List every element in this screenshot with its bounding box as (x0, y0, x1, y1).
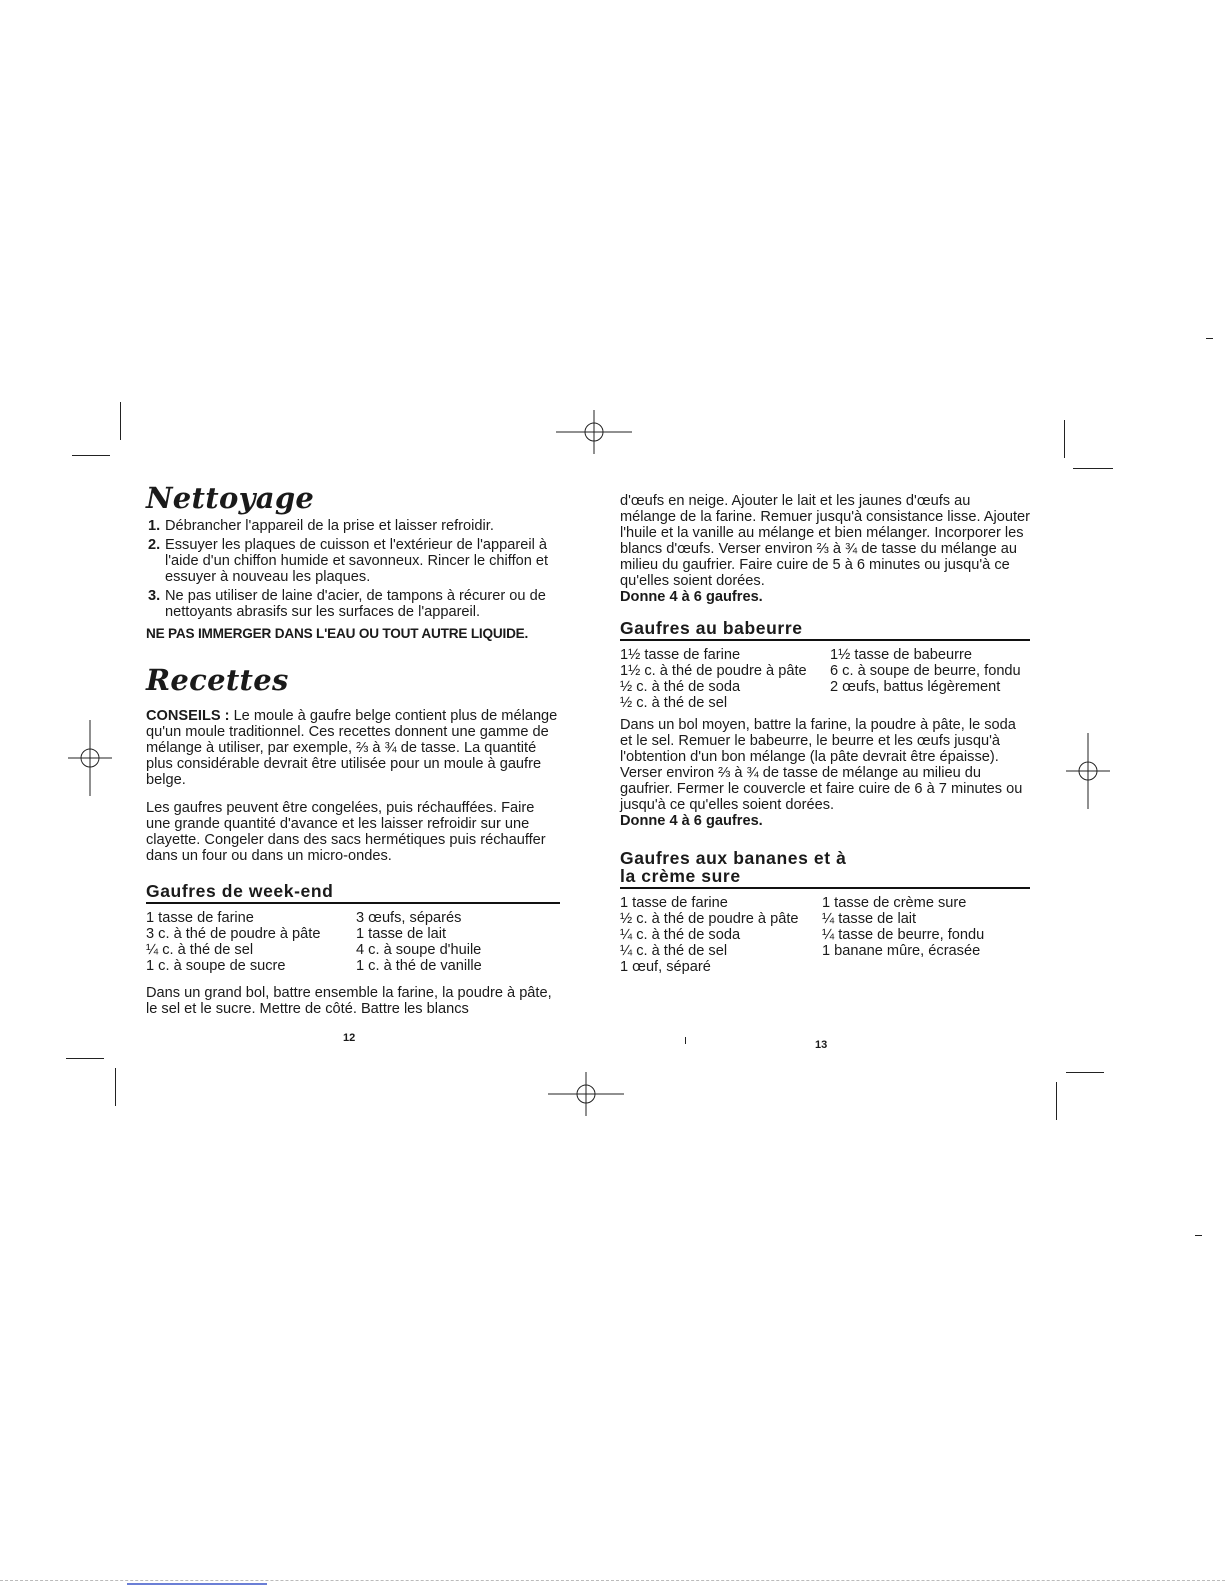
cleaning-title: Nettoyage (146, 481, 315, 515)
recipes-title: Recettes (146, 663, 289, 697)
cleaning-step: 2. Essuyer les plaques de cuisson et l'extérieur de l'appareil à l'aide d'un chiffon humide et savonneux. Rincer le chiffon et essuyer à nouveau les plaques. (148, 537, 549, 585)
ingredient: 3 œufs, séparés (356, 910, 462, 926)
cleaning-step: 1. Débrancher l'appareil de la prise et laisser refroidir. (148, 518, 494, 534)
weekend-yield: Donne 4 à 6 gaufres. (620, 589, 763, 605)
ingredient: 1 c. à thé de vanille (356, 958, 482, 974)
page-number-left: 12 (343, 1032, 356, 1044)
ingredients-column-2 (822, 895, 1030, 975)
registration-mark-icon (68, 720, 112, 796)
crop-mark (66, 1058, 104, 1059)
ingredient: ½ c. à thé de sel (620, 695, 728, 711)
ingredients-column-1 (620, 895, 822, 975)
crop-mark (1066, 1072, 1104, 1073)
buttermilk-recipe-title: Gaufres au babeurre (620, 619, 1030, 641)
cleaning-step: 3. Ne pas utiliser de laine d'acier, de tampons à récurer ou de nettoyants abrasifs sur les surfaces de l'appareil. (148, 588, 546, 620)
ingredients-column-1 (620, 647, 830, 711)
ingredient: 6 c. à soupe de beurre, fondu (830, 663, 1021, 679)
ingredients-column-2 (830, 647, 1030, 711)
registration-mark-icon (1066, 733, 1110, 809)
stray-mark (685, 1037, 686, 1044)
ingredients-column-1 (146, 910, 356, 974)
ingredient: 1 c. à soupe de sucre (146, 958, 286, 974)
ingredient: ½ c. à thé de soda (620, 679, 741, 695)
banana-ingredients (620, 895, 1030, 975)
ingredient: ¼ tasse de beurre, fondu (822, 927, 985, 943)
ingredient: ¼ c. à thé de soda (620, 927, 741, 943)
page-edge-line (0, 1580, 1225, 1581)
registration-mark-icon (548, 1072, 624, 1116)
freeze-paragraph: Les gaufres peuvent être congelées, puis réchauffées. Faire une grande quantité d'avance et les laisser refroidir sur une clayette. Congeler dans des sacs hermétiques puis réchauffer dans un four ou dans un micro-ondes. (146, 800, 546, 864)
ingredient: 1 œuf, séparé (620, 959, 711, 975)
crop-mark (115, 1068, 116, 1106)
crop-mark (1056, 1082, 1057, 1120)
immersion-warning: NE PAS IMMERGER DANS L'EAU OU TOUT AUTRE LIQUIDE. (146, 626, 529, 641)
ingredient: 2 œufs, battus légèrement (830, 679, 1001, 695)
ingredient: 1 tasse de farine (146, 910, 254, 926)
buttermilk-ingredients (620, 647, 1030, 711)
registration-mark-icon (556, 410, 632, 454)
ingredient: 1 banane mûre, écrasée (822, 943, 981, 959)
left-page (146, 482, 560, 1017)
crop-mark (120, 402, 121, 440)
weekend-method-continued: d'œufs en neige. Ajouter le lait et les jaunes d'œufs au mélange de la farine. Remuer jusqu'à consistance lisse. Ajouter l'huile et la vanille au mélange et bien mélanger. Incorporer les blancs d'œufs. Verser environ ⅔ à ¾ de tasse du mélange au milieu du gaufrier. Faire cuire de 5 à 6 minutes ou jusqu'à ce qu'elles soient dorées. (620, 493, 1031, 589)
ingredient: 1 tasse de farine (620, 895, 728, 911)
ingredient: ½ c. à thé de poudre à pâte (620, 911, 799, 927)
stray-mark (1206, 338, 1213, 339)
weekend-method-start: Dans un grand bol, battre ensemble la farine, la poudre à pâte, le sel et le sucre. Mettre de côté. Battre les blancs (146, 985, 552, 1017)
crop-mark (1064, 420, 1065, 458)
ingredient: 1 tasse de crème sure (822, 895, 967, 911)
ingredient: 1 tasse de lait (356, 926, 447, 942)
page-number-right: 13 (815, 1039, 828, 1051)
weekend-ingredients (146, 910, 560, 974)
crop-mark (72, 455, 110, 456)
crop-mark (1073, 468, 1113, 469)
weekend-recipe-title: Gaufres de week-end (146, 882, 560, 904)
ingredient: 4 c. à soupe d'huile (356, 942, 482, 958)
buttermilk-yield: Donne 4 à 6 gaufres. (620, 813, 763, 829)
ingredient: ¼ tasse de lait (822, 911, 917, 927)
ingredients-column-2 (356, 910, 560, 974)
cleaning-steps (146, 518, 560, 620)
banana-recipe-title: Gaufres aux bananes et à la crème sure (620, 849, 1030, 889)
ingredient: 1½ tasse de babeurre (830, 647, 972, 663)
tips-paragraph: CONSEILS : Le moule à gaufre belge contient plus de mélange qu'un moule traditionnel. Ces recettes donnent une gamme de mélange à utiliser, par exemple, ⅔ à ¾ de tasse. La quantité plus considérable devrait être utilisée pour un moule à gaufre belge. (146, 708, 558, 788)
ingredient: 3 c. à thé de poudre à pâte (146, 926, 321, 942)
ingredient: 1½ tasse de farine (620, 647, 741, 663)
ingredient: ¼ c. à thé de sel (620, 943, 728, 959)
ingredient: 1½ c. à thé de poudre à pâte (620, 663, 807, 679)
stray-mark (1195, 1235, 1202, 1236)
buttermilk-method: Dans un bol moyen, battre la farine, la poudre à pâte, le soda et le sel. Remuer le babeurre, le beurre et les œufs jusqu'à l'obtention d'un bon mélange (la pâte devrait être épaisse). Verser environ ⅔ à ¾ de tasse de mélange au milieu du gaufrier. Fermer le couvercle et faire cuire de 6 à 7 minutes ou jusqu'à ce qu'elles soient dorées. (620, 717, 1023, 813)
ingredient: ¼ c. à thé de sel (146, 942, 254, 958)
right-page (620, 493, 1030, 975)
